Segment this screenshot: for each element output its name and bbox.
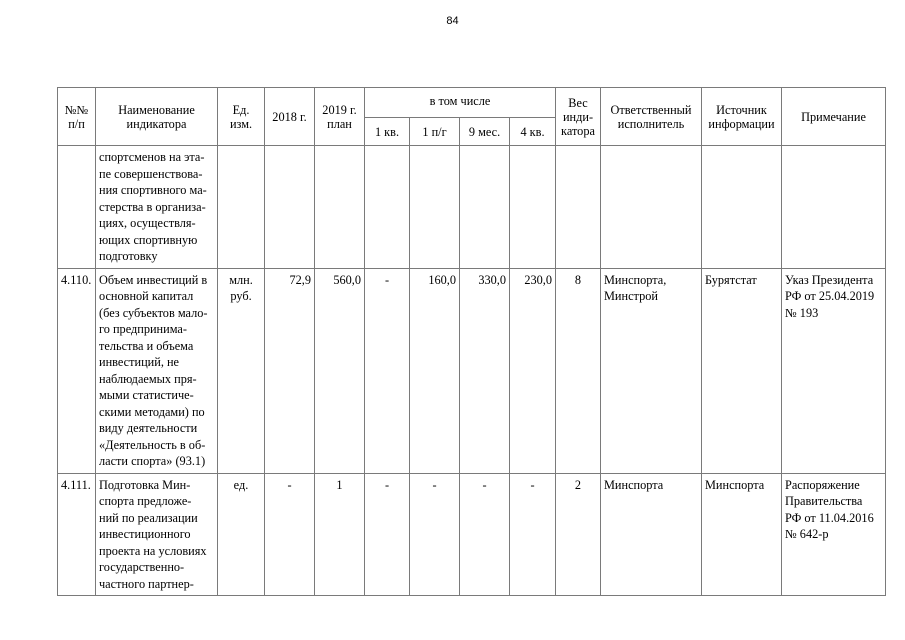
cell-9m (460, 146, 510, 269)
cell-q4: 230,0 (510, 268, 556, 473)
table-row (58, 473, 886, 596)
cell-9m: 330,0 (460, 268, 510, 473)
header-2018: 2018 г. (265, 88, 315, 146)
indicators-table (57, 87, 886, 596)
cell-note (782, 146, 886, 269)
cell-unit: млн. руб. (218, 268, 265, 473)
cell-h1 (410, 146, 460, 269)
cell-2018: 72,9 (265, 268, 315, 473)
header-responsible: Ответственный исполнитель (601, 88, 702, 146)
cell-q4 (510, 146, 556, 269)
cell-2019: 560,0 (315, 268, 365, 473)
cell-2019 (315, 146, 365, 269)
header-9m: 9 мес. (460, 118, 510, 146)
cell-h1: - (410, 473, 460, 596)
cell-responsible (601, 146, 702, 269)
cell-unit: ед. (218, 473, 265, 596)
cell-name: спортсменов на эта- пе совершенствова- ния спортивного ма- стерства в организа- циях, осуществля- ющих спортивную подготовку (96, 146, 218, 269)
table-header (58, 88, 886, 146)
cell-responsible: Минспорта, Минстрой (601, 268, 702, 473)
cell-source: Бурятстат (702, 268, 782, 473)
page-number: 84 (446, 15, 459, 27)
cell-note: Распоряжение Правительства РФ от 11.04.2016 № 642-р (782, 473, 886, 596)
cell-weight (556, 146, 601, 269)
cell-name: Объем инвестиций в основной капитал (без субъектов мало- го предпринима- тельства и объема инвестиций, не наблюдаемых пря- мыми статистиче- скими методами) по виду деятельности «Деятельность в об- ласти спорта» (93.1) (96, 268, 218, 473)
header-source: Источник информации (702, 88, 782, 146)
header-2019-plan: 2019 г. план (315, 88, 365, 146)
header-num: №№ п/п (58, 88, 96, 146)
cell-q1: - (365, 268, 410, 473)
header-h1: 1 п/г (410, 118, 460, 146)
cell-source: Минспорта (702, 473, 782, 596)
cell-num: 4.111. (58, 473, 96, 596)
table-row (58, 268, 886, 473)
cell-2018: - (265, 473, 315, 596)
cell-weight: 2 (556, 473, 601, 596)
cell-2019: 1 (315, 473, 365, 596)
header-note: Примечание (782, 88, 886, 146)
table-row (58, 146, 886, 269)
header-including: в том числе (365, 88, 556, 118)
cell-unit (218, 146, 265, 269)
cell-num (58, 146, 96, 269)
cell-2018 (265, 146, 315, 269)
cell-num: 4.110. (58, 268, 96, 473)
cell-source (702, 146, 782, 269)
cell-q4: - (510, 473, 556, 596)
cell-weight: 8 (556, 268, 601, 473)
header-name: Наименование индикатора (96, 88, 218, 146)
header-q4: 4 кв. (510, 118, 556, 146)
cell-q1: - (365, 473, 410, 596)
cell-h1: 160,0 (410, 268, 460, 473)
header-unit: Ед. изм. (218, 88, 265, 146)
cell-note: Указ Президента РФ от 25.04.2019 № 193 (782, 268, 886, 473)
cell-responsible: Минспорта (601, 473, 702, 596)
cell-q1 (365, 146, 410, 269)
cell-name: Подготовка Мин- спорта предложе- ний по реализации инвестиционного проекта на условиях государственно- частного партнер- (96, 473, 218, 596)
header-q1: 1 кв. (365, 118, 410, 146)
cell-9m: - (460, 473, 510, 596)
header-weight: Вес инди- катора (556, 88, 601, 146)
